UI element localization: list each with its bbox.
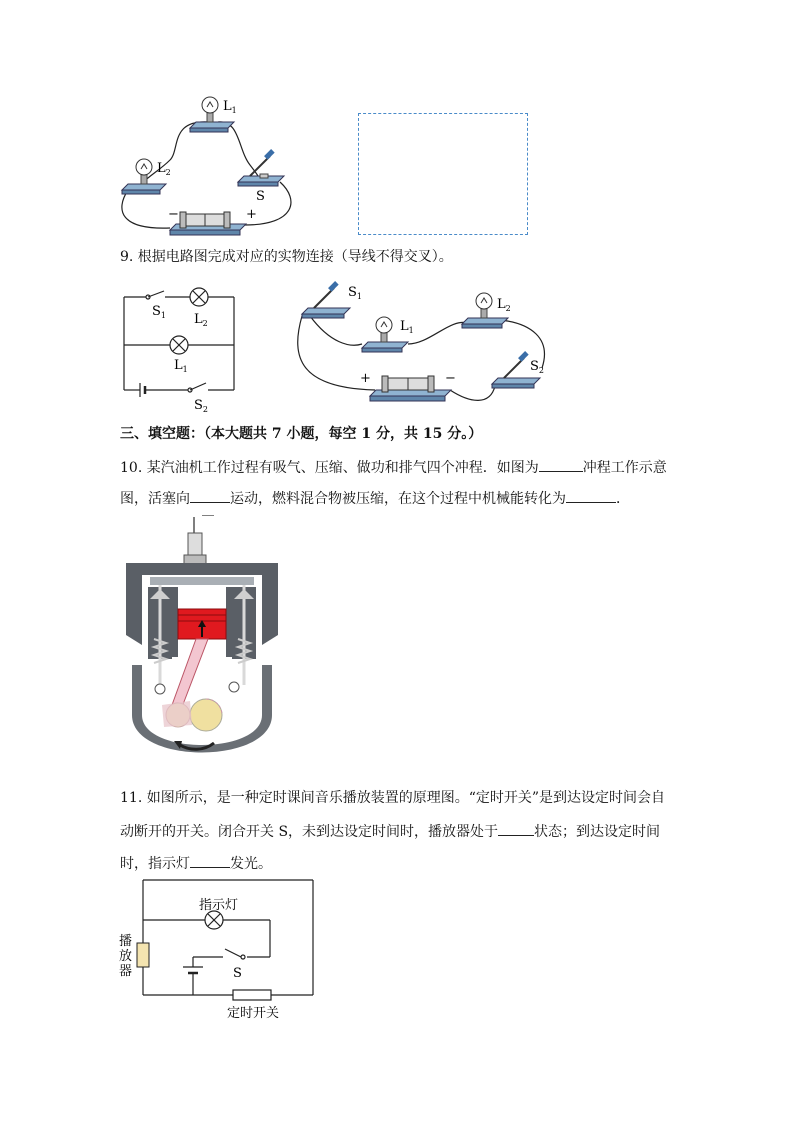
battery [170,212,246,235]
switch-s1 [302,281,350,318]
player-box [137,943,149,967]
bulb-l2-label: $L_2$ [157,161,171,177]
battery [370,376,451,401]
q10-blank-1[interactable] [539,459,583,472]
battery-positive-label: + [360,371,371,386]
q10-text-a: 10. 某汽油机工作过程有吸气、压缩、做功和排气四个冲程．如图为 [120,460,539,476]
engine-compression-stroke-diagram [122,515,282,777]
q11-line-3 [120,855,272,871]
bulb-l1-label: $L_1$ [223,99,237,115]
switch-s-label: S [256,189,265,204]
q10-text-d: 运动，燃料混合物被压缩，在这个过程中机械能转化为 [230,491,566,507]
q10-text-e: ． [616,491,630,507]
q11-blank-1[interactable] [498,823,534,836]
q9-physical-circuit [290,278,570,413]
lamp-label: 指示灯 [199,898,239,913]
answer-box[interactable] [358,113,528,235]
q10-text-b: 冲程工作示意 [582,460,667,476]
schematic-l1-label: $L_1$ [174,358,188,374]
q10-blank-3[interactable] [566,490,616,503]
q11-line-1: 11. 如图所示，是一种定时课间音乐播放装置的原理图。“定时开关”是到达设定时间会自 [120,790,666,806]
q10-blank-2[interactable] [190,490,230,503]
schematic-s2-label: $S_2$ [194,398,208,414]
q10-text-c: 图，活塞向 [120,491,190,507]
schematic-s1-label: $S_1$ [152,304,166,320]
q11-line-2 [120,823,660,839]
q10-line-1 [120,459,667,475]
battery-negative-label: − [168,207,179,222]
wire [450,386,495,400]
physical-l1-label: $L_1$ [400,319,414,335]
q11-text-b: 状态；到达设定时间 [534,824,661,840]
q10-line-2 [120,490,630,506]
q9-text: 9. 根据电路图完成对应的实物连接（导线不得交叉）。 [120,249,453,265]
timer-switch-label: 定时开关 [227,1006,280,1021]
wire [408,322,468,344]
q11-timer-circuit [115,875,325,1025]
physical-s1-label: $S_1$ [348,285,362,301]
q11-text-c: 时，指示灯 [120,856,190,872]
q11-text-d: 发光。 [230,856,272,872]
schematic-l2-label: $L_2$ [194,312,208,328]
q11-text-a: 动断开的开关。闭合开关 S，未到达设定时间时，播放器处于 [120,824,499,840]
player-label-1: 播 [119,934,133,949]
physical-s2-label: $S_2$ [530,359,544,375]
switch-s-label: S [233,966,242,981]
wire [122,190,170,228]
battery-positive-label: + [246,207,257,222]
player-label-2: 放 [119,949,133,964]
q11-blank-2[interactable] [190,855,230,868]
q8-physical-circuit [110,90,310,245]
physical-l2-label: $L_2$ [497,297,511,313]
q9-schematic [110,285,250,415]
wire [310,316,362,345]
battery-negative-label: − [445,371,456,386]
section-3-heading: 三、填空题：（本大题共 7 小题，每空 1 分，共 15 分。） [120,426,483,442]
player-label-3: 器 [119,964,133,979]
